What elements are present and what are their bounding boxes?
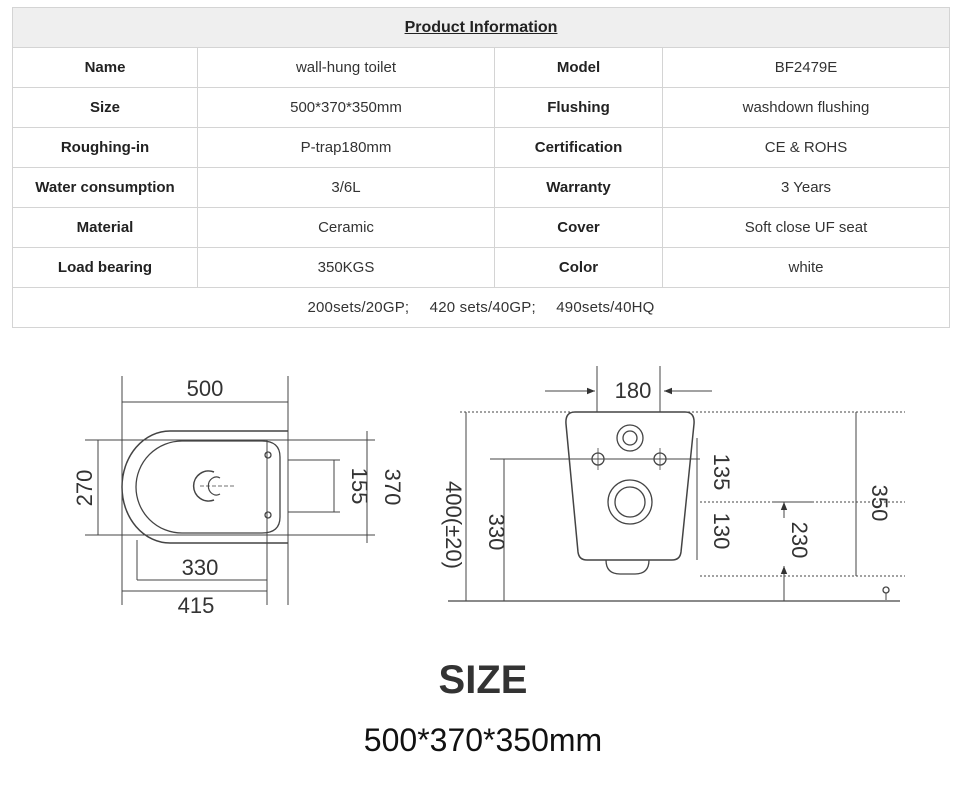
size-value: 500*370*350mm <box>363 722 603 758</box>
spec-value: white <box>663 248 950 288</box>
spec-label: Warranty <box>495 168 663 208</box>
spec-label: Roughing-in <box>13 128 198 168</box>
table-row <box>13 88 950 128</box>
spec-label: Color <box>495 248 663 288</box>
table-row <box>13 48 950 88</box>
technical-drawings <box>0 330 966 620</box>
top-view-drawing <box>85 376 375 605</box>
table-row <box>13 128 950 168</box>
side-view-drawing <box>448 366 905 601</box>
spec-value: CE & ROHS <box>663 128 950 168</box>
table-row <box>13 208 950 248</box>
spec-label: Material <box>13 208 198 248</box>
dim-130: 130 <box>709 512 734 550</box>
spec-label: Water consumption <box>13 168 198 208</box>
shipping-40hq: 490sets/40HQ <box>556 299 655 316</box>
spec-value: P-trap180mm <box>198 128 495 168</box>
dim-155: 155 <box>347 467 372 505</box>
spec-value: 3/6L <box>198 168 495 208</box>
spec-label: Model <box>495 48 663 88</box>
dim-270: 270 <box>72 469 97 507</box>
spec-value: 350KGS <box>198 248 495 288</box>
table-title-row <box>13 8 950 48</box>
shipping-40gp: 420 sets/40GP; <box>429 299 536 316</box>
dim-370: 370 <box>380 468 405 506</box>
spec-value: washdown flushing <box>663 88 950 128</box>
shipping-info <box>13 288 950 328</box>
spec-value: wall-hung toilet <box>198 48 495 88</box>
dim-400: 400(±20) <box>441 481 466 569</box>
table-row <box>13 168 950 208</box>
table-row <box>13 248 950 288</box>
dim-415: 415 <box>177 593 215 618</box>
spec-label: Load bearing <box>13 248 198 288</box>
spec-value: 3 Years <box>663 168 950 208</box>
spec-label: Certification <box>495 128 663 168</box>
product-info-table <box>12 7 950 328</box>
spec-value: 500*370*350mm <box>198 88 495 128</box>
dim-180: 180 <box>614 378 652 403</box>
shipping-20gp: 200sets/20GP; <box>307 299 410 316</box>
dim-500: 500 <box>186 376 224 401</box>
spec-value: Soft close UF seat <box>663 208 950 248</box>
spec-label: Flushing <box>495 88 663 128</box>
dim-230: 230 <box>787 521 812 559</box>
shipping-row <box>13 288 950 328</box>
spec-value: BF2479E <box>663 48 950 88</box>
size-heading: SIZE <box>438 658 528 702</box>
dim-350: 350 <box>867 484 892 522</box>
dim-135: 135 <box>709 453 734 491</box>
dim-330-side: 330 <box>484 513 509 551</box>
spec-label: Name <box>13 48 198 88</box>
spec-label: Size <box>13 88 198 128</box>
dim-330-top: 330 <box>181 555 219 580</box>
spec-value: Ceramic <box>198 208 495 248</box>
table-title: Product Information <box>13 8 950 48</box>
spec-label: Cover <box>495 208 663 248</box>
